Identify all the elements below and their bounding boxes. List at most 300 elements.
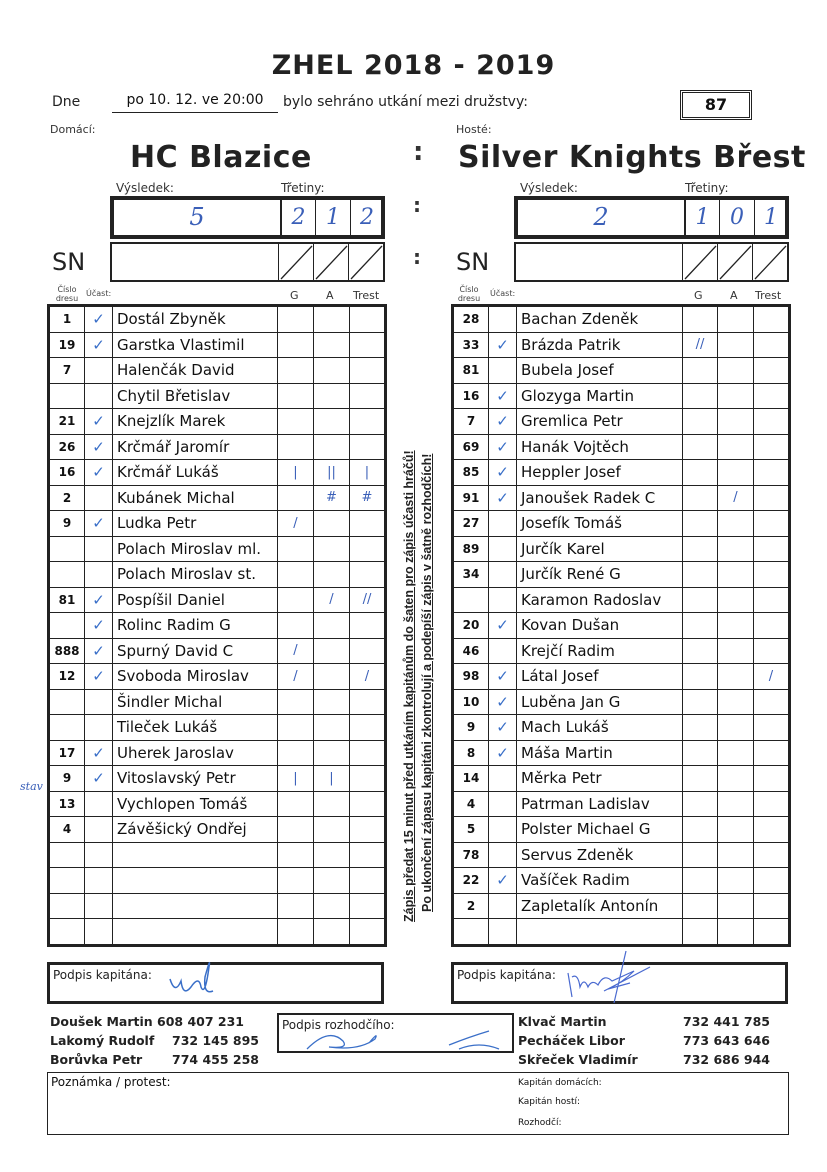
assists-cell[interactable] bbox=[314, 358, 350, 384]
penalty-cell[interactable] bbox=[350, 434, 386, 460]
jersey-number[interactable]: 89 bbox=[453, 536, 489, 562]
penalty-cell[interactable] bbox=[350, 791, 386, 817]
penalty-cell[interactable] bbox=[754, 332, 790, 358]
attendance-check[interactable]: ✓ bbox=[489, 485, 517, 511]
penalty-cell[interactable]: # bbox=[350, 485, 386, 511]
goals-cell[interactable] bbox=[683, 511, 718, 537]
penalty-cell[interactable] bbox=[350, 511, 386, 537]
penalty-cell[interactable] bbox=[754, 638, 790, 664]
penalty-cell[interactable] bbox=[754, 383, 790, 409]
assists-cell[interactable] bbox=[718, 817, 754, 843]
goals-cell[interactable] bbox=[278, 485, 314, 511]
assists-cell[interactable] bbox=[718, 587, 754, 613]
penalty-cell[interactable] bbox=[350, 919, 386, 946]
assists-cell[interactable] bbox=[718, 460, 754, 486]
jersey-number[interactable] bbox=[49, 842, 85, 868]
assists-cell[interactable] bbox=[718, 434, 754, 460]
penalty-cell[interactable] bbox=[350, 893, 386, 919]
attendance-check[interactable]: ✓ bbox=[489, 664, 517, 690]
attendance-check[interactable]: ✓ bbox=[85, 587, 113, 613]
jersey-number[interactable] bbox=[49, 893, 85, 919]
attendance-check[interactable] bbox=[489, 766, 517, 792]
goals-cell[interactable] bbox=[683, 715, 718, 741]
home-captain-signature[interactable] bbox=[47, 962, 384, 1004]
penalty-cell[interactable]: // bbox=[350, 587, 386, 613]
attendance-check[interactable]: ✓ bbox=[489, 740, 517, 766]
played-text: bylo sehráno utkání mezi družstvy: bbox=[283, 94, 528, 110]
jersey-number[interactable]: 888 bbox=[49, 638, 85, 664]
goals-cell[interactable] bbox=[683, 791, 718, 817]
penalty-cell[interactable] bbox=[350, 689, 386, 715]
penalty-cell[interactable] bbox=[350, 332, 386, 358]
player-name: Janoušek Radek C bbox=[517, 485, 683, 511]
table-row bbox=[49, 358, 386, 384]
jersey-number[interactable]: 81 bbox=[453, 358, 489, 384]
penalty-cell[interactable] bbox=[754, 358, 790, 384]
attendance-check[interactable] bbox=[85, 485, 113, 511]
attendance-check[interactable]: ✓ bbox=[85, 460, 113, 486]
jersey-number[interactable]: 20 bbox=[453, 613, 489, 639]
penalty-cell[interactable] bbox=[754, 791, 790, 817]
penalty-cell[interactable] bbox=[754, 536, 790, 562]
away-result-label: Výsledek: bbox=[520, 181, 578, 195]
table-row bbox=[49, 919, 386, 946]
attendance-check[interactable]: ✓ bbox=[85, 306, 113, 333]
assists-cell[interactable] bbox=[314, 842, 350, 868]
attendance-check[interactable] bbox=[489, 817, 517, 843]
assists-cell[interactable] bbox=[314, 919, 350, 946]
goals-cell[interactable] bbox=[683, 893, 718, 919]
assists-cell[interactable]: / bbox=[718, 485, 754, 511]
assists-cell[interactable] bbox=[718, 358, 754, 384]
player-name: Krejčí Radim bbox=[517, 638, 683, 664]
attendance-check[interactable]: ✓ bbox=[85, 766, 113, 792]
goals-cell[interactable] bbox=[683, 868, 718, 894]
jersey-number[interactable]: 33 bbox=[453, 332, 489, 358]
attendance-check[interactable]: ✓ bbox=[489, 332, 517, 358]
assists-cell[interactable] bbox=[718, 409, 754, 435]
goals-cell[interactable] bbox=[278, 842, 314, 868]
attendance-check[interactable]: ✓ bbox=[85, 332, 113, 358]
penalty-cell[interactable]: / bbox=[754, 664, 790, 690]
attendance-check[interactable]: ✓ bbox=[489, 409, 517, 435]
assists-cell[interactable] bbox=[718, 766, 754, 792]
assists-cell[interactable] bbox=[718, 740, 754, 766]
penalty-cell[interactable] bbox=[350, 638, 386, 664]
attendance-check[interactable] bbox=[85, 842, 113, 868]
assists-cell[interactable] bbox=[314, 409, 350, 435]
attendance-check[interactable] bbox=[85, 791, 113, 817]
goals-cell[interactable] bbox=[278, 306, 314, 333]
table-row bbox=[453, 613, 790, 639]
attendance-check[interactable]: ✓ bbox=[489, 460, 517, 486]
attendance-check[interactable]: ✓ bbox=[489, 689, 517, 715]
jersey-number[interactable] bbox=[49, 536, 85, 562]
attendance-check[interactable]: ✓ bbox=[85, 740, 113, 766]
penalty-cell[interactable] bbox=[754, 511, 790, 537]
jersey-number[interactable]: 69 bbox=[453, 434, 489, 460]
away-col-a: A bbox=[730, 289, 738, 302]
home-team-name: HC Blazice bbox=[130, 140, 312, 175]
jersey-number[interactable]: 10 bbox=[453, 689, 489, 715]
notes-label: Poznámka / protest: bbox=[51, 1075, 171, 1089]
jersey-number[interactable] bbox=[49, 715, 85, 741]
home-col-attendance: Účast: bbox=[86, 289, 112, 298]
jersey-number[interactable]: 46 bbox=[453, 638, 489, 664]
assists-cell[interactable] bbox=[314, 306, 350, 333]
attendance-check[interactable] bbox=[85, 868, 113, 894]
assists-cell[interactable] bbox=[314, 332, 350, 358]
jersey-number[interactable]: 14 bbox=[453, 766, 489, 792]
attendance-check[interactable] bbox=[489, 536, 517, 562]
goals-cell[interactable] bbox=[683, 536, 718, 562]
attendance-check[interactable] bbox=[85, 562, 113, 588]
jersey-number[interactable]: 98 bbox=[453, 664, 489, 690]
attendance-check[interactable] bbox=[489, 919, 517, 946]
attendance-check[interactable] bbox=[489, 638, 517, 664]
penalty-cell[interactable] bbox=[350, 868, 386, 894]
table-row bbox=[453, 485, 790, 511]
referee-scribble bbox=[299, 1023, 509, 1053]
assists-cell[interactable] bbox=[314, 893, 350, 919]
player-name: Garstka Vlastimil bbox=[113, 332, 278, 358]
goals-cell[interactable] bbox=[683, 460, 718, 486]
table-row bbox=[49, 485, 386, 511]
assists-cell[interactable] bbox=[718, 919, 754, 946]
penalty-cell[interactable] bbox=[350, 306, 386, 333]
assists-cell[interactable] bbox=[718, 842, 754, 868]
jersey-number[interactable]: 8 bbox=[453, 740, 489, 766]
goals-cell[interactable] bbox=[683, 817, 718, 843]
jersey-number[interactable]: 22 bbox=[453, 868, 489, 894]
goals-cell[interactable] bbox=[278, 587, 314, 613]
goals-cell[interactable] bbox=[278, 740, 314, 766]
assists-cell[interactable] bbox=[314, 740, 350, 766]
assists-cell[interactable] bbox=[718, 689, 754, 715]
assists-cell[interactable] bbox=[314, 817, 350, 843]
attendance-check[interactable]: ✓ bbox=[489, 613, 517, 639]
jersey-number[interactable] bbox=[49, 868, 85, 894]
penalty-cell[interactable] bbox=[754, 485, 790, 511]
date-label: Dne bbox=[52, 94, 81, 110]
attendance-check[interactable]: ✓ bbox=[85, 409, 113, 435]
jersey-number[interactable]: 19 bbox=[49, 332, 85, 358]
goals-cell[interactable] bbox=[278, 383, 314, 409]
assists-cell[interactable] bbox=[314, 562, 350, 588]
attendance-check[interactable] bbox=[489, 842, 517, 868]
assists-cell[interactable] bbox=[718, 715, 754, 741]
away-captain-signature[interactable] bbox=[451, 962, 788, 1004]
jersey-number[interactable]: 9 bbox=[453, 715, 489, 741]
attendance-check[interactable] bbox=[489, 791, 517, 817]
goals-cell[interactable] bbox=[683, 638, 718, 664]
goals-cell[interactable]: / bbox=[278, 664, 314, 690]
assists-cell[interactable]: || bbox=[314, 460, 350, 486]
jersey-number[interactable]: 9 bbox=[49, 766, 85, 792]
assists-cell[interactable] bbox=[314, 613, 350, 639]
penalty-cell[interactable] bbox=[350, 817, 386, 843]
attendance-check[interactable] bbox=[85, 358, 113, 384]
goals-cell[interactable]: / bbox=[278, 638, 314, 664]
assists-cell[interactable] bbox=[718, 791, 754, 817]
penalty-cell[interactable] bbox=[754, 306, 790, 333]
goals-cell[interactable] bbox=[683, 842, 718, 868]
jersey-number[interactable]: 26 bbox=[49, 434, 85, 460]
attendance-check[interactable] bbox=[85, 715, 113, 741]
penalty-cell[interactable] bbox=[754, 587, 790, 613]
goals-cell[interactable] bbox=[683, 409, 718, 435]
home-period-3: 2 bbox=[350, 200, 383, 235]
assists-cell[interactable] bbox=[718, 893, 754, 919]
referee-name: Lakomý Rudolf bbox=[50, 1033, 155, 1048]
goals-cell[interactable] bbox=[278, 434, 314, 460]
penalty-cell[interactable] bbox=[350, 409, 386, 435]
goals-cell[interactable] bbox=[683, 358, 718, 384]
jersey-number[interactable]: 78 bbox=[453, 842, 489, 868]
jersey-number[interactable]: 2 bbox=[49, 485, 85, 511]
goals-cell[interactable] bbox=[683, 613, 718, 639]
penalty-cell[interactable] bbox=[754, 740, 790, 766]
goals-cell[interactable]: / bbox=[278, 511, 314, 537]
goals-cell[interactable] bbox=[278, 791, 314, 817]
goals-cell[interactable] bbox=[278, 332, 314, 358]
away-col-penalty: Trest bbox=[755, 289, 782, 302]
goals-cell[interactable] bbox=[278, 868, 314, 894]
goals-cell[interactable] bbox=[683, 562, 718, 588]
goals-cell[interactable] bbox=[683, 766, 718, 792]
date-field[interactable]: po 10. 12. ve 20:00 bbox=[112, 92, 278, 113]
penalty-cell[interactable] bbox=[754, 715, 790, 741]
home-result-label: Výsledek: bbox=[116, 181, 174, 195]
jersey-number[interactable]: 7 bbox=[49, 358, 85, 384]
jersey-number[interactable]: 7 bbox=[453, 409, 489, 435]
penalty-cell[interactable] bbox=[754, 613, 790, 639]
jersey-number[interactable]: 27 bbox=[453, 511, 489, 537]
goals-cell[interactable] bbox=[683, 689, 718, 715]
assists-cell[interactable] bbox=[314, 791, 350, 817]
goals-cell[interactable] bbox=[278, 715, 314, 741]
penalty-cell[interactable] bbox=[754, 460, 790, 486]
penalty-cell[interactable] bbox=[754, 434, 790, 460]
goals-cell[interactable] bbox=[278, 893, 314, 919]
player-name: Svoboda Miroslav bbox=[113, 664, 278, 690]
jersey-number[interactable] bbox=[453, 919, 489, 946]
notes-box[interactable] bbox=[47, 1072, 789, 1135]
penalty-cell[interactable]: / bbox=[350, 664, 386, 690]
goals-cell[interactable] bbox=[683, 383, 718, 409]
jersey-number[interactable]: 81 bbox=[49, 587, 85, 613]
penalty-cell[interactable] bbox=[754, 842, 790, 868]
attendance-check[interactable] bbox=[85, 689, 113, 715]
player-name: Látal Josef bbox=[517, 664, 683, 690]
jersey-number[interactable]: 5 bbox=[453, 817, 489, 843]
penalty-cell[interactable] bbox=[350, 740, 386, 766]
home-roster-table bbox=[47, 304, 387, 947]
attendance-check[interactable] bbox=[85, 893, 113, 919]
assists-cell[interactable] bbox=[314, 689, 350, 715]
attendance-check[interactable] bbox=[489, 562, 517, 588]
jersey-number[interactable] bbox=[49, 383, 85, 409]
penalty-cell[interactable] bbox=[754, 919, 790, 946]
goals-cell[interactable] bbox=[278, 358, 314, 384]
penalty-cell[interactable] bbox=[754, 689, 790, 715]
assists-cell[interactable] bbox=[718, 511, 754, 537]
assists-cell[interactable]: # bbox=[314, 485, 350, 511]
penalty-cell[interactable] bbox=[350, 383, 386, 409]
attendance-check[interactable] bbox=[85, 536, 113, 562]
instruction-line-2: Po ukončení zápasu kapitáni zkontrolují a podepíší zápis v šatně rozhodčích! bbox=[420, 453, 434, 912]
notes-home-captain: Kapitán domácích: bbox=[518, 1078, 602, 1088]
jersey-number[interactable]: 91 bbox=[453, 485, 489, 511]
jersey-number[interactable] bbox=[49, 562, 85, 588]
penalty-cell[interactable] bbox=[754, 817, 790, 843]
attendance-check[interactable]: ✓ bbox=[489, 434, 517, 460]
assists-cell[interactable] bbox=[314, 434, 350, 460]
jersey-number[interactable] bbox=[49, 919, 85, 946]
attendance-check[interactable]: ✓ bbox=[489, 383, 517, 409]
goals-cell[interactable] bbox=[683, 587, 718, 613]
jersey-number[interactable]: 1 bbox=[49, 306, 85, 333]
assists-cell[interactable]: | bbox=[314, 766, 350, 792]
assists-cell[interactable] bbox=[718, 332, 754, 358]
attendance-check[interactable] bbox=[85, 817, 113, 843]
goals-cell[interactable] bbox=[683, 664, 718, 690]
penalty-cell[interactable] bbox=[350, 562, 386, 588]
jersey-number[interactable] bbox=[49, 613, 85, 639]
attendance-check[interactable] bbox=[489, 893, 517, 919]
goals-cell[interactable] bbox=[278, 817, 314, 843]
attendance-check[interactable] bbox=[489, 358, 517, 384]
goals-cell[interactable] bbox=[278, 409, 314, 435]
assists-cell[interactable] bbox=[718, 306, 754, 333]
assists-cell[interactable] bbox=[314, 715, 350, 741]
jersey-number[interactable]: 12 bbox=[49, 664, 85, 690]
away-sn-cell-3 bbox=[752, 244, 787, 280]
penalty-cell[interactable] bbox=[350, 358, 386, 384]
player-name: Závěšický Ondřej bbox=[113, 817, 278, 843]
goals-cell[interactable] bbox=[683, 434, 718, 460]
player-name: Bachan Zdeněk bbox=[517, 306, 683, 333]
penalty-cell[interactable] bbox=[754, 409, 790, 435]
jersey-number[interactable]: 16 bbox=[453, 383, 489, 409]
attendance-check[interactable] bbox=[85, 383, 113, 409]
jersey-number[interactable]: 28 bbox=[453, 306, 489, 333]
penalty-cell[interactable] bbox=[754, 868, 790, 894]
attendance-check[interactable] bbox=[489, 511, 517, 537]
table-row bbox=[453, 409, 790, 435]
penalty-cell[interactable]: | bbox=[350, 460, 386, 486]
attendance-check[interactable] bbox=[489, 587, 517, 613]
away-sn-cell-1 bbox=[682, 244, 717, 280]
goals-cell[interactable]: | bbox=[278, 460, 314, 486]
assists-cell[interactable] bbox=[718, 638, 754, 664]
assists-cell[interactable] bbox=[718, 613, 754, 639]
jersey-number[interactable]: 4 bbox=[453, 791, 489, 817]
penalty-cell[interactable] bbox=[754, 766, 790, 792]
attendance-check[interactable]: ✓ bbox=[489, 868, 517, 894]
assists-cell[interactable] bbox=[718, 536, 754, 562]
attendance-check[interactable]: ✓ bbox=[489, 715, 517, 741]
jersey-number[interactable]: 4 bbox=[49, 817, 85, 843]
penalty-cell[interactable] bbox=[350, 536, 386, 562]
table-row bbox=[453, 664, 790, 690]
attendance-check[interactable]: ✓ bbox=[85, 511, 113, 537]
goals-cell[interactable] bbox=[683, 919, 718, 946]
attendance-check[interactable]: ✓ bbox=[85, 434, 113, 460]
goals-cell[interactable] bbox=[683, 740, 718, 766]
assists-cell[interactable] bbox=[314, 383, 350, 409]
assists-cell[interactable] bbox=[718, 664, 754, 690]
assists-cell[interactable] bbox=[314, 638, 350, 664]
assists-cell[interactable] bbox=[718, 562, 754, 588]
goals-cell[interactable] bbox=[683, 306, 718, 333]
player-name: Patrman Ladislav bbox=[517, 791, 683, 817]
assists-cell[interactable]: / bbox=[314, 587, 350, 613]
penalty-cell[interactable] bbox=[350, 842, 386, 868]
assists-cell[interactable] bbox=[314, 664, 350, 690]
goals-cell[interactable] bbox=[278, 536, 314, 562]
jersey-number[interactable]: 16 bbox=[49, 460, 85, 486]
player-name bbox=[113, 868, 278, 894]
jersey-number[interactable] bbox=[49, 689, 85, 715]
attendance-check[interactable] bbox=[85, 919, 113, 946]
jersey-number[interactable]: 21 bbox=[49, 409, 85, 435]
away-periods-label: Třetiny: bbox=[685, 181, 729, 195]
goals-cell[interactable] bbox=[278, 689, 314, 715]
jersey-number[interactable]: 13 bbox=[49, 791, 85, 817]
attendance-check[interactable]: ✓ bbox=[85, 664, 113, 690]
attendance-check[interactable]: ✓ bbox=[85, 613, 113, 639]
jersey-number[interactable]: 85 bbox=[453, 460, 489, 486]
penalty-cell[interactable] bbox=[350, 613, 386, 639]
jersey-number[interactable]: 34 bbox=[453, 562, 489, 588]
attendance-check[interactable]: ✓ bbox=[85, 638, 113, 664]
table-row bbox=[49, 383, 386, 409]
jersey-number[interactable]: 17 bbox=[49, 740, 85, 766]
goals-cell[interactable]: | bbox=[278, 766, 314, 792]
page-title: ZHEL 2018 - 2019 bbox=[271, 50, 556, 81]
table-row bbox=[49, 791, 386, 817]
referee-signature[interactable] bbox=[277, 1013, 514, 1053]
penalty-cell[interactable] bbox=[350, 766, 386, 792]
assists-cell[interactable] bbox=[718, 868, 754, 894]
attendance-check[interactable] bbox=[489, 306, 517, 333]
goals-cell[interactable] bbox=[278, 613, 314, 639]
player-name: Vašíček Radim bbox=[517, 868, 683, 894]
player-name: Polster Michael G bbox=[517, 817, 683, 843]
penalty-cell[interactable] bbox=[754, 893, 790, 919]
assists-cell[interactable] bbox=[314, 536, 350, 562]
goals-cell[interactable]: // bbox=[683, 332, 718, 358]
jersey-number[interactable] bbox=[453, 587, 489, 613]
home-col-a: A bbox=[326, 289, 334, 302]
jersey-number[interactable]: 9 bbox=[49, 511, 85, 537]
home-score-box bbox=[110, 196, 385, 239]
player-name: Tileček Lukáš bbox=[113, 715, 278, 741]
penalty-cell[interactable] bbox=[754, 562, 790, 588]
assists-cell[interactable] bbox=[314, 868, 350, 894]
table-row bbox=[453, 868, 790, 894]
assists-cell[interactable] bbox=[718, 383, 754, 409]
player-name: Knejzlík Marek bbox=[113, 409, 278, 435]
goals-cell[interactable] bbox=[683, 485, 718, 511]
penalty-cell[interactable] bbox=[350, 715, 386, 741]
jersey-number[interactable]: 2 bbox=[453, 893, 489, 919]
goals-cell[interactable] bbox=[278, 562, 314, 588]
table-row bbox=[49, 562, 386, 588]
assists-cell[interactable] bbox=[314, 511, 350, 537]
goals-cell[interactable] bbox=[278, 919, 314, 946]
